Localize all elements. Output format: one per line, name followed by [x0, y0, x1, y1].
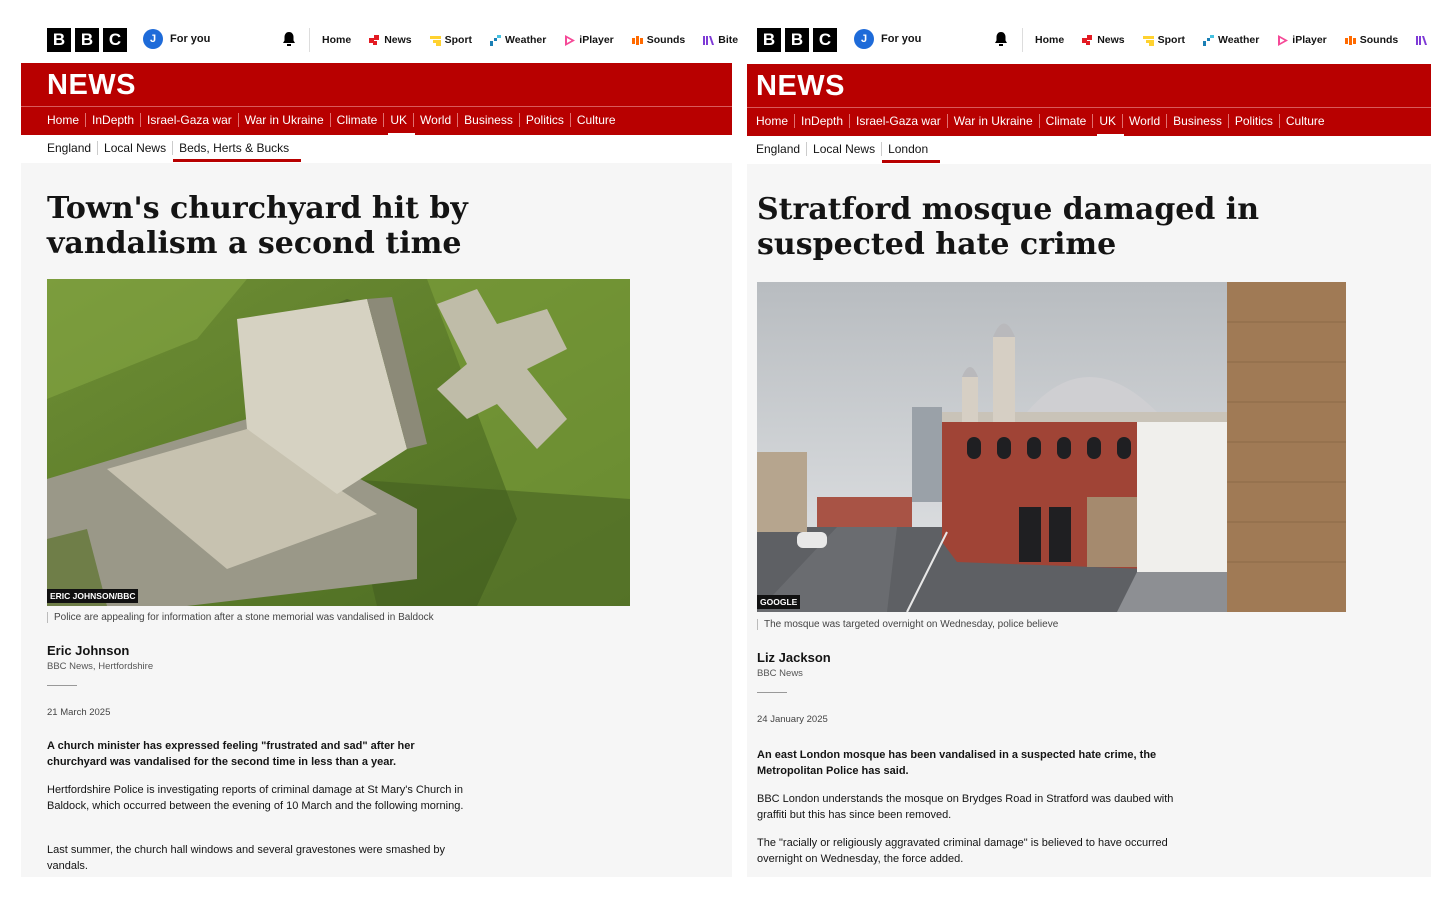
main-nav-culture[interactable]: Culture [1279, 114, 1331, 128]
main-nav-business[interactable]: Business [457, 113, 519, 127]
logo-letter: C [813, 28, 837, 52]
sub-nav [47, 141, 295, 155]
top-nav-label: Weather [1218, 34, 1260, 46]
sub-nav-local-news[interactable]: Local News [97, 141, 172, 155]
byline-author[interactable]: Liz Jackson [757, 650, 831, 665]
photo-credit: ERIC JOHNSON/BBC [47, 589, 138, 603]
bell-icon[interactable] [281, 31, 297, 47]
photo-caption: The mosque was targeted overnight on Wednesday, police believe [757, 619, 1058, 630]
photo-credit: GOOGLE [757, 595, 800, 609]
mosque-street-photo [757, 282, 1346, 612]
byline-org: BBC News [757, 668, 803, 679]
top-nav-label: Sounds [1359, 34, 1399, 46]
main-nav-business[interactable]: Business [1166, 114, 1228, 128]
photo-caption: Police are appealing for information after a stone memorial was vandalised in Baldock [47, 612, 434, 623]
sport-icon [1143, 35, 1154, 46]
for-you-label: For you [170, 33, 211, 45]
article-headline: Stratford mosque damaged in suspected hate crime [757, 192, 1260, 262]
main-nav-israel-gaza[interactable]: Israel-Gaza war [140, 113, 238, 127]
main-nav-ukraine[interactable]: War in Ukraine [238, 113, 330, 127]
sub-nav-bar [21, 135, 732, 163]
main-nav-israel-gaza[interactable]: Israel-Gaza war [849, 114, 947, 128]
weather-icon [490, 35, 501, 46]
masthead-divider [747, 107, 1431, 108]
news-wordmark[interactable]: NEWS [47, 69, 136, 101]
main-nav-indepth[interactable]: InDepth [794, 114, 849, 128]
top-nav-label: iPlayer [1292, 34, 1327, 46]
publish-date: 24 January 2025 [757, 714, 828, 725]
main-nav-politics[interactable]: Politics [519, 113, 570, 127]
left-article-panel [21, 0, 739, 877]
sub-nav-england[interactable]: England [756, 142, 801, 156]
top-nav-home[interactable] [1035, 34, 1064, 46]
main-nav-ukraine[interactable]: War in Ukraine [947, 114, 1039, 128]
article-headline: Town's churchyard hit by vandalism a second time [47, 191, 468, 261]
sub-nav-region[interactable]: Beds, Herts & Bucks [172, 141, 295, 155]
main-nav-politics[interactable]: Politics [1228, 114, 1279, 128]
top-nav-sport[interactable] [1143, 34, 1185, 46]
main-nav-home[interactable]: Home [756, 114, 789, 128]
top-nav-iplayer[interactable] [1277, 34, 1326, 46]
top-nav-home[interactable] [322, 34, 351, 46]
main-nav-world[interactable]: World [1122, 114, 1166, 128]
article-lead: An east London mosque has been vandalised in a suspected hate crime, the Metropolitan Police has said. [757, 749, 1157, 777]
account-avatar[interactable]: J [854, 29, 874, 49]
article-paragraph: Hertfordshire Police is investigating reports of criminal damage at St Mary's Church in Baldock, which occurred between the evening of 10 March and the following morning. [47, 784, 464, 812]
sounds-icon [632, 35, 643, 46]
top-nav [309, 28, 756, 52]
bbc-topbar [21, 0, 739, 62]
top-nav-sounds[interactable] [1345, 34, 1399, 46]
logo-letter: C [103, 28, 127, 52]
article-photo [757, 282, 1346, 612]
top-nav-label: Weather [505, 34, 547, 46]
main-nav-world[interactable]: World [413, 113, 457, 127]
top-nav-sport[interactable] [430, 34, 472, 46]
main-nav-home[interactable]: Home [47, 113, 80, 127]
bbc-topbar [747, 0, 1431, 62]
article-body [21, 163, 732, 877]
top-nav-label: Bite [718, 34, 739, 46]
main-nav-indepth[interactable]: InDepth [85, 113, 140, 127]
main-nav-uk[interactable]: UK [1092, 114, 1122, 128]
top-nav-news[interactable] [369, 34, 411, 46]
top-nav-weather[interactable] [1203, 34, 1259, 46]
for-you-label: For you [881, 33, 922, 45]
bbc-logo[interactable] [47, 28, 127, 52]
masthead-divider [21, 106, 732, 107]
news-icon [1082, 35, 1093, 46]
main-nav-uk[interactable]: UK [383, 113, 413, 127]
top-nav-label: Sport [1157, 34, 1186, 46]
top-nav-label: Sounds [646, 34, 686, 46]
article-paragraph: Last summer, the church hall windows and several gravestones were smashed by vandals. [47, 844, 446, 872]
top-nav-label: Home [322, 34, 352, 46]
main-nav-culture[interactable]: Culture [570, 113, 622, 127]
top-nav-label: News [384, 34, 412, 46]
sub-nav-local-news[interactable]: Local News [806, 142, 881, 156]
sub-nav [756, 142, 934, 156]
top-nav-label: iPlayer [579, 34, 614, 46]
top-nav-label: Home [1035, 34, 1065, 46]
news-icon [369, 35, 380, 46]
logo-letter: B [785, 28, 809, 52]
bitesize-icon [703, 35, 714, 46]
article-body [747, 164, 1431, 877]
for-you-link[interactable] [143, 29, 210, 49]
right-article-panel [747, 0, 1431, 877]
for-you-link[interactable] [854, 29, 921, 49]
byline-divider [757, 692, 787, 693]
top-nav-weather[interactable] [490, 34, 546, 46]
logo-letter: B [75, 28, 99, 52]
iplayer-icon [564, 35, 575, 46]
top-nav-label: Sport [444, 34, 473, 46]
top-nav-iplayer[interactable] [564, 34, 613, 46]
byline-org: BBC News, Hertfordshire [47, 661, 154, 672]
sub-nav-region[interactable]: London [881, 142, 934, 156]
sounds-icon [1345, 35, 1356, 46]
sub-nav-bar [747, 136, 1431, 164]
bbc-logo[interactable] [757, 28, 837, 52]
bell-icon[interactable] [993, 31, 1009, 47]
main-nav-climate[interactable]: Climate [330, 113, 384, 127]
sub-nav-england[interactable]: England [47, 141, 92, 155]
main-nav [47, 113, 622, 127]
news-masthead [747, 64, 1431, 136]
top-nav-bitesize[interactable] [1416, 35, 1427, 46]
publish-date: 21 March 2025 [47, 707, 111, 718]
top-nav-news[interactable] [1082, 34, 1124, 46]
byline-divider [47, 685, 77, 686]
sport-icon [430, 35, 441, 46]
article-paragraph: BBC London understands the mosque on Brydges Road in Stratford was daubed with graffiti but this has since been removed. [757, 793, 1174, 821]
weather-icon [1203, 35, 1214, 46]
byline-author[interactable]: Eric Johnson [47, 643, 130, 658]
main-nav-climate[interactable]: Climate [1039, 114, 1093, 128]
logo-letter: B [47, 28, 71, 52]
top-nav-label: News [1097, 34, 1125, 46]
main-nav [756, 114, 1331, 128]
article-photo [47, 279, 630, 606]
news-wordmark[interactable]: NEWS [756, 70, 845, 102]
news-masthead [21, 63, 732, 135]
account-avatar[interactable]: J [143, 29, 163, 49]
logo-letter: B [757, 28, 781, 52]
article-paragraph: The "racially or religiously aggravated criminal damage" is believed to have occurred overnight on Wednesday, the force added. [757, 837, 1168, 865]
top-nav [1022, 28, 1445, 52]
bitesize-icon [1416, 35, 1427, 46]
gravestone-photo [47, 279, 630, 606]
top-nav-bitesize[interactable] [703, 34, 738, 46]
iplayer-icon [1277, 35, 1288, 46]
top-nav-sounds[interactable] [632, 34, 686, 46]
article-lead: A church minister has expressed feeling "frustrated and sad" after her churchyard was vandalised for the second time in less than a year. [47, 740, 415, 768]
